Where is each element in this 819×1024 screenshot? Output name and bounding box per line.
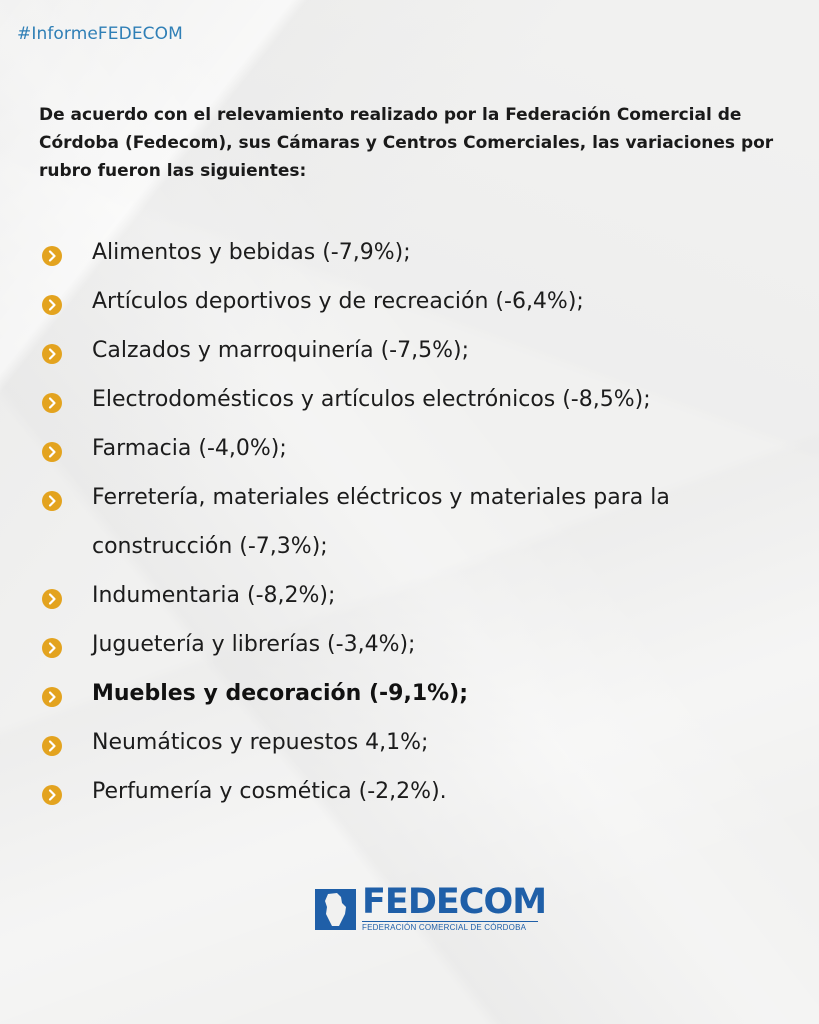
list-item [39,277,799,326]
list-item-label: Ferretería, materiales eléctricos y materiales para la construcción (-7,3%); [92,485,670,559]
list-item [39,473,799,571]
chevron-right-circle-icon [42,589,62,609]
hashtag: #InformeFEDECOM [17,24,183,44]
list-item [39,326,799,375]
cordoba-province-map-icon [315,889,356,930]
list-item [39,620,799,669]
list-item-label: Farmacia (-4,0%); [92,436,287,461]
chevron-right-circle-icon [42,638,62,658]
list-item-label: Juguetería y librerías (-3,4%); [92,632,416,657]
list-item-label: Neumáticos y repuestos 4,1%; [92,730,429,755]
list-item [39,424,799,473]
logo-wordmark: FEDECOM [362,882,547,922]
chevron-right-circle-icon [42,295,62,315]
list-item [39,718,799,767]
list-item-label: Artículos deportivos y de recreación (-6,4%); [92,289,584,314]
list-item-highlighted [39,669,799,718]
list-item [39,571,799,620]
chevron-right-circle-icon [42,442,62,462]
list-item-label: Perfumería y cosmética (-2,2%). [92,779,447,804]
category-list [39,228,799,816]
list-item-label: Calzados y marroquinería (-7,5%); [92,338,470,363]
chevron-right-circle-icon [42,344,62,364]
chevron-right-circle-icon [42,393,62,413]
intro-paragraph: De acuerdo con el relevamiento realizado por la Federación Comercial de Córdoba (Fedecom), sus Cámaras y Centros Comerciales, las variaciones por rubro fueron las siguientes: [39,105,774,181]
chevron-right-circle-icon [42,736,62,756]
list-item [39,767,799,816]
list-item-label: Muebles y decoración (-9,1%); [92,681,469,706]
list-item-label: Alimentos y bebidas (-7,9%); [92,240,411,265]
fedecom-logo [315,882,547,934]
list-item-label: Indumentaria (-8,2%); [92,583,336,608]
list-item-label: Electrodomésticos y artículos electrónicos (-8,5%); [92,387,651,412]
logo-subtitle: FEDERACIÓN COMERCIAL DE CÓRDOBA [362,921,538,932]
chevron-right-circle-icon [42,491,62,511]
chevron-right-circle-icon [42,785,62,805]
chevron-right-circle-icon [42,246,62,266]
list-item [39,375,799,424]
chevron-right-circle-icon [42,687,62,707]
list-item [39,228,799,277]
